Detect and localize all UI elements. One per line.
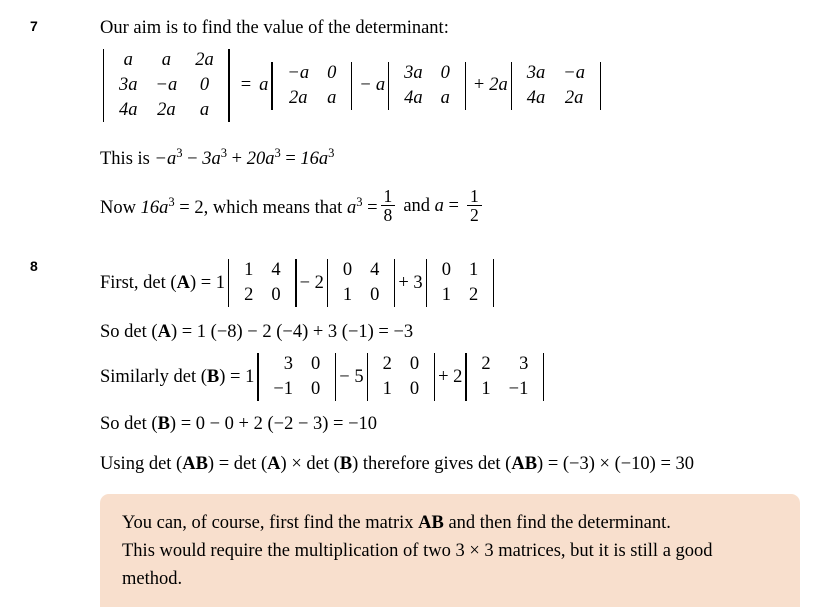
cell: 2a	[564, 87, 584, 108]
cell: 2a	[157, 100, 176, 120]
note-line-3: method.	[122, 568, 183, 589]
cell: −1	[273, 379, 294, 399]
q7-determinant-expansion	[100, 48, 604, 123]
cell: 0	[409, 379, 420, 399]
cell: 0	[271, 285, 281, 305]
q8-detA-op2: + 3	[398, 272, 423, 293]
cell: 2	[468, 285, 479, 305]
cell: 0	[199, 75, 210, 95]
cell: 3a	[526, 62, 546, 83]
cell: 1	[441, 285, 451, 305]
cell: 2a	[195, 50, 214, 70]
q8-similarly-label: Similarly det (B) = 1	[100, 366, 255, 387]
q8-detB-minor-3	[463, 352, 546, 402]
cell: 0	[370, 285, 380, 305]
q8-using-detAB: Using det (AB) = det (A) × det (B) therefore gives det (AB) = (−3) × (−10) = 30	[100, 454, 695, 474]
cell: 2	[382, 354, 392, 374]
cell: −1	[508, 379, 529, 399]
cell: 4	[271, 260, 281, 280]
cell: a	[161, 50, 171, 70]
q8-detB-minor-2	[365, 352, 438, 402]
cell: 1	[382, 379, 392, 399]
fraction-denominator: 2	[467, 205, 482, 224]
q7-equals-sign: =	[240, 75, 252, 95]
q7-intro-text: Our aim is to find the value of the determinant:	[100, 18, 449, 38]
cell: −a	[287, 62, 310, 83]
q7-this-is-line: This is $-a^3 - 3a^3 + 20a^3 = 16a^3$	[100, 146, 335, 170]
q8-detB-op1: − 5	[339, 366, 364, 387]
q8-detA-minor-1	[226, 258, 299, 308]
q7-matrix-3x3	[101, 48, 232, 123]
cell: 2	[244, 285, 254, 305]
q8-detB-minor-1	[255, 352, 338, 402]
q8-first-label: First, det (A) = 1	[100, 272, 226, 293]
cell: 2	[481, 354, 491, 374]
cell: a	[440, 87, 450, 108]
cell: 0	[311, 379, 321, 399]
q7-term2-sign: −	[360, 75, 371, 95]
note-line-2: This would require the multiplication of two 3 × 3 matrices, but it is still a good	[122, 540, 713, 561]
q7-now-text: Now $16a^3 = 2$, which means that $a^3$ =	[100, 194, 378, 219]
note-line-1: You can, of course, first find the matrix AB and then find the determinant.	[122, 513, 671, 533]
cell: 3	[519, 354, 529, 374]
q8-detA-minor-3	[424, 258, 497, 308]
question-number-7: 7	[30, 18, 38, 34]
fraction-numerator: 1	[383, 186, 393, 206]
q8-detB-op2: + 2	[438, 366, 463, 387]
fraction-one-half	[467, 187, 482, 225]
cell: 3	[283, 354, 294, 374]
cell: 0	[327, 62, 337, 83]
q8-detB-expansion	[100, 352, 547, 402]
fraction-denominator: 8	[381, 205, 396, 224]
cell: −a	[563, 62, 586, 83]
cell: a	[123, 50, 133, 70]
cell: 1	[244, 260, 254, 280]
q7-term3-coefficient: 2a	[489, 75, 508, 95]
q8-detA-minor-2	[325, 258, 398, 308]
q8-so-detA: So det (A) = 1 (−8) − 2 (−4) + 3 (−1) = −3	[100, 322, 414, 342]
cell: 4a	[526, 87, 546, 108]
cell: 4a	[119, 100, 138, 120]
cell: 2a	[289, 87, 308, 108]
q7-now-line	[100, 188, 485, 226]
cell: 3a	[119, 75, 138, 95]
cell: −a	[155, 75, 178, 95]
q7-term3-sign: +	[473, 75, 485, 95]
cell: 0	[342, 260, 353, 280]
q7-and-a-equals: and a =	[403, 196, 459, 217]
fraction-numerator: 1	[469, 186, 479, 206]
cell: 0	[440, 62, 450, 83]
q7-term2-coefficient: a	[375, 75, 386, 95]
q7-minor-1	[269, 61, 354, 111]
q7-minor-3	[509, 61, 603, 111]
cell: 4	[370, 260, 380, 280]
cell: 0	[311, 354, 321, 374]
cell: 0	[441, 260, 451, 280]
q7-minor-2	[386, 61, 468, 111]
cell: 4a	[404, 87, 423, 108]
question-number-8: 8	[30, 258, 38, 274]
cell: a	[199, 100, 210, 120]
cell: 1	[481, 379, 491, 399]
note-callout-box	[100, 494, 800, 607]
q8-detA-expansion	[100, 258, 497, 308]
cell: 1	[342, 285, 353, 305]
q7-term1-coefficient: a	[259, 75, 269, 95]
cell: 1	[468, 260, 479, 280]
q8-detA-op1: − 2	[299, 272, 324, 293]
q8-so-detB: So det (B) = 0 − 0 + 2 (−2 − 3) = −10	[100, 414, 378, 434]
fraction-one-eighth	[381, 187, 396, 225]
cell: 0	[409, 354, 420, 374]
cell: a	[327, 87, 337, 108]
cell: 3a	[404, 62, 423, 83]
q7-this-is-prefix: This is	[100, 149, 155, 170]
